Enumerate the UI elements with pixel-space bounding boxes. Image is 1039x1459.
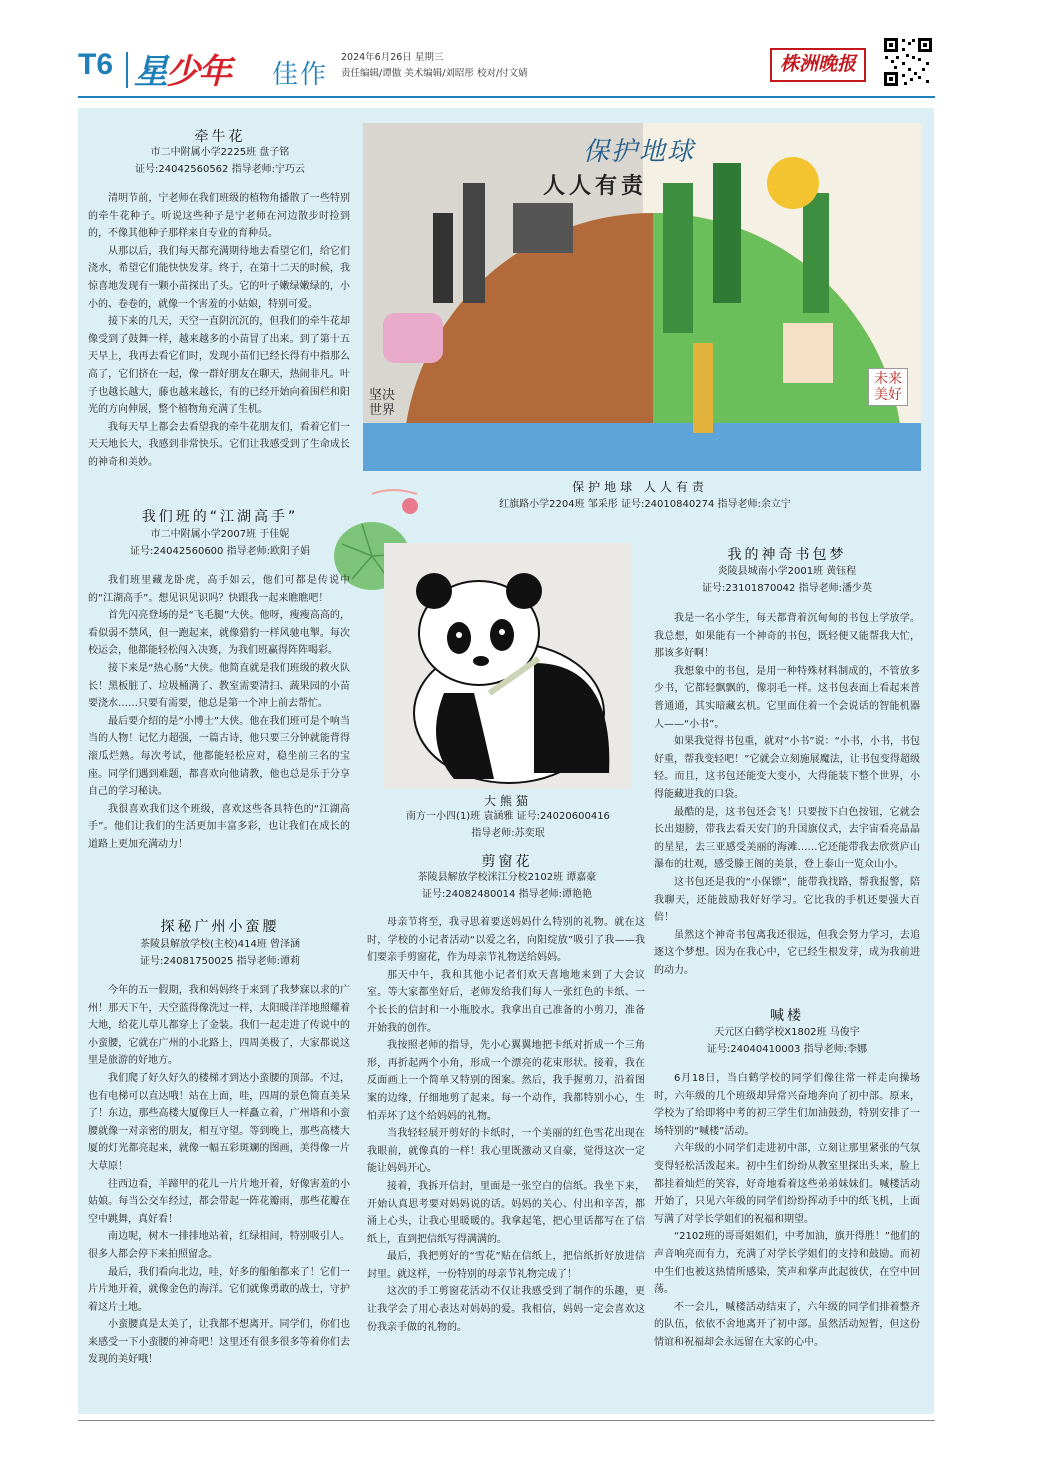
article-meta: 茶陵县解放学校(主校)414班 曾泽涵 证号:24081750025 指导老师:谭莉 <box>139 939 301 967</box>
article-meta: 市二中附属小学2007班 于佳妮 证号:24042560600 指导老师:欧阳子娟 <box>130 529 310 557</box>
issue-date: 2024年6月26日 星期三 <box>341 52 444 63</box>
section-name: 佳作 <box>272 60 329 90</box>
art-sign-right: 未来美好 <box>868 368 908 406</box>
article-body: 母亲节将至，我寻思着要送妈妈什么特别的礼物。就在这时，学校的小记者活动“以爱之名，向阳绽放”吸引了我——我们要亲手剪窗花，作为母亲节礼物送给妈妈。 那天中午，我和其他小记者们欢天喜地地来到了大会议室。等大家都坐好后，老师发给我们每人一张红色的卡纸、一个长长的信封和一小瓶胶水。我拿出自己准备的小剪刀，准备开始我的创作。 我按照老师的指导，先小心翼翼地把卡纸对折成一个三角形，再折起两个小角，形成一个漂亮的花束形状。接着，我在反面画上一个简单又特别的图案。然后，我手握剪刀，沿着图案的边缘，仔细地剪了起来。每一个动作，我都特别小心，生怕弄坏了这个给妈妈的礼物。 当我轻轻展开剪好的卡纸时，一个美丽的红色雪花出现在我眼前，就像真的一样！我心里既激动又自豪，觉得这次一定能让妈妈开心。 接着，我拆开信封，里面是一张空白的信纸。我坐下来，开始认真思考要对妈妈说的话。妈妈的关心、付出和辛苦，都涌上心头，让我心里暖暖的。我拿起笔，把心里话都写在了信纸上，直到把信纸写得满满的。 最后，我把剪好的“雪花”贴在信纸上，把信纸折好放进信封里。就这样，一份特别的母亲节礼物完成了！ 这次的手工剪窗花活动不仅让我感受到了制作的乐趣，更让我学会了用心表达对妈妈的爱。我相信，妈妈一定会喜欢这份我亲手做的礼物的。 <box>367 917 645 1333</box>
article-title: 我的神奇书包梦 <box>727 547 847 563</box>
header-divider <box>126 52 128 88</box>
art-title: 保护地球 <box>583 137 696 167</box>
panda-drawing <box>384 543 632 789</box>
art-subtitle: 人人有责 <box>543 173 648 199</box>
article-body: 6月18日，当白鹤学校的同学们像往常一样走向操场时，六年级的几个班级却异常兴奋地奔向了初中部。原来，学校为了给即将中考的初三学生们加油鼓劲，特别安排了一场特别的“喊楼”活动。 六年级的小同学们走进初中部，立刻让那里紧张的气氛变得轻松活泼起来。初中生们纷纷从教室里探出头来，脸上都挂着灿烂的笑容，好奇地看着这些弟弟妹妹们。喊楼活动开始了，只见六年级的同学们纷纷挥动手中的纸飞机，上面写满了对学长学姐们的祝福和期望。 “2102班的哥哥姐姐们，中考加油，旗开得胜！”他们的声音响亮而有力，充满了对学长学姐们的支持和鼓励。而初中生们也被这热情所感染，笑声和掌声此起彼伏，在空中回荡。 不一会儿，喊楼活动结束了，六年级的同学们排着整齐的队伍，依依不舍地离开了初中部。虽然活动短暂，但这份情谊和祝福却会永远留在大家的心中。 <box>654 1073 920 1348</box>
earth-credit: 红旗路小学2204班 邹采彤 证号:24010840274 指导老师:余立宁 <box>499 499 791 510</box>
article-meta: 炎陵县城南小学2001班 黄钰程 证号:23101870042 指导老师:潘少英 <box>702 566 872 594</box>
newspaper-logo: 株洲晚报 <box>770 48 866 82</box>
article-body: 我是一名小学生，每天都背着沉甸甸的书包上学放学。我总想，如果能有一个神奇的书包，既轻便又能帮我大忙，那该多好啊！ 我想象中的书包，是用一种特殊材料制成的，不管放多少书，它都轻飘飘的，像羽毛一样。这书包表面上看起来普普通通，其实暗藏玄机。它里面住着一个会说话的智能机器人——“小书”。 如果我觉得书包重，就对“小书”说：“小书，小书，书包好重，帮我变轻吧！”它就会立刻施展魔法，让书包变得超级轻。而且，这书包还能变大变小，大得能装下整个世界，小得能藏进我的口袋。 最酷的是，这书包还会飞！只要按下白色按钮，它就会长出翅膀，带我去看天安门的升国旗仪式，去宇宙看亮晶晶的星星，去三亚感受美丽的海滩……它还能带我去欣赏庐山瀑布的壮观，感受滕王阁的美景，登上泰山一览众山小。 这书包还是我的“小保镖”，能带我找路，帮我报警，陪我聊天，还能鼓励我好好学习。它比我的手机还要强大百倍！ 虽然这个神奇书包离我还很远，但我会努力学习，去追逐这个梦想。因为在我心中，它已经生根发芽，成为我前进的动力。 <box>654 613 920 976</box>
art-sign-left: 坚决世界 <box>369 388 396 418</box>
footer-rule <box>78 1420 935 1421</box>
column-logo: 星少年 <box>134 52 230 92</box>
article-meta: 茶陵县解放学校洣江分校2102班 谭嘉豪 证号:24082480014 指导老师:谭艳艳 <box>417 872 597 900</box>
article-title: 牵牛花 <box>194 129 246 145</box>
masthead <box>78 42 338 98</box>
page-number: T6 <box>78 48 114 81</box>
earth-drawing <box>363 123 921 471</box>
article-meta: 天元区白鹤学校X1802班 马俊宇 证号:24040410003 指导老师:李娜 <box>707 1027 867 1055</box>
article-title: 剪窗花 <box>481 854 533 870</box>
header-meta <box>341 50 528 82</box>
header-rule <box>78 96 935 98</box>
article-title: 探秘广州小蛮腰 <box>160 919 280 935</box>
qr-code-icon <box>882 36 934 88</box>
editors-line: 责任编辑/谭傲 美术编辑/刘昭彤 校对/付文婧 <box>341 68 528 79</box>
article-title: 喊楼 <box>770 1008 804 1024</box>
panda-caption: 大熊猫 <box>483 794 532 808</box>
article-title: 我们班的“江湖高手” <box>141 509 299 525</box>
article-body: 今年的五一假期，我和妈妈终于来到了我梦寐以求的广州！那天下午，天空蓝得像洗过一样，太阳暖洋洋地照耀着大地，给花儿草儿都穿上了金装。我们一起走进了传说中的小蛮腰，它就在广州的小北路上，四周美极了，大家都说这里是旅游的好地方。 我们爬了好久好久的楼梯才到达小蛮腰的顶部。不过，也有电梯可以直达哦！站在上面，哇，四周的景色简直美呆了！东边，那些高楼大厦像巨人一样矗立着，广州塔和小蛮腰就像一对亲密的朋友，相互守望。等到晚上，那些高楼大厦的灯光都亮起来，就像一幅五彩斑斓的图画，美得像一片大草原！ 往西边看，羊蹄甲的花儿一片片地开着，好像害羞的小姑娘。每当公交车经过，都会带起一阵花瓣雨，那些花瓣在空中跳舞，真好看！ 南边呢，树木一排排地站着，红绿相间，特别吸引人。很多人都会停下来拍照留念。 最后，我们看向北边，哇，好多的船舶都来了！它们一片片地开着，就像金色的海洋。它们就像勇敢的战士，守护着这片土地。 小蛮腰真是太美了，让我都不想离开。同学们，你们也来感受一下小蛮腰的神奇吧！这里还有很多很多等着你们去发现的美好哦！ <box>88 985 350 1366</box>
panda-credit: 南方一小四(1)班 袁涵雅 证号:24020600416 指导老师:苏奕珉 <box>406 811 610 839</box>
panda-illustration <box>384 543 632 789</box>
earth-caption: 保护地球 人人有责 <box>572 480 708 494</box>
article-body: 我们班里藏龙卧虎，高手如云，他们可都是传说中的“江湖高手”。想见识见识吗？快跟我一起来瞧瞧吧！ 首先闪亮登场的是“飞毛腿”大侠。他呀，瘦瘦高高的，看似弱不禁风，但一跑起来，就像猎豹一样风驰电掣。每次校运会，他都能轻松闯入决赛，为我们班赢得阵阵喝彩。 接下来是“热心肠”大侠。他简直就是我们班级的救火队长！黑板脏了、垃圾桶满了、教室需要清扫、蔬果园的小苗要浇水……只要有需要，他总是第一个冲上前去帮忙。 最后要介绍的是“小博士”大侠。他在我们班可是个响当当的人物！记忆力超强，一篇古诗，他只要三分钟就能背得滚瓜烂熟。每次考试，他都能轻松应对，稳坐前三名的宝座。同学们遇到难题，都喜欢向他请教，他也总是乐于分享自己的学习秘诀。 我很喜欢我们这个班级，喜欢这些各具特色的“江湖高手”。他们让我们的生活更加丰富多彩，也让我们在成长的道路上更加充满动力！ <box>88 575 350 850</box>
article-body: 清明节前，宁老师在我们班级的植物角播散了一些特别的牵牛花种子。听说这些种子是宁老师在河边散步时捡到的，不像其他种子那样来自专业的育种员。 从那以后，我们每天都充满期待地去看望它们，给它们浇水，希望它们能快快发芽。终于，在第十二天的时候，我惊喜地发现有一颗小苗探出了头。它的叶子嫩绿嫩绿的，小小的、卷卷的，就像一个害羞的小姑娘，特别可爱。 接下来的几天，天空一直阴沉沉的，但我们的牵牛花却像受到了鼓舞一样，越来越多的小苗冒了出来。到了第十五天早上，我再去看它们时，发现小苗们已经长得有中指那么高了，它们挤在一起，像一群好朋友在聊天，热闹非凡。叶子也越长越大，藤也越来越长，有的已经开始向着围栏和阳光的方向伸展，整个植物角充满了生机。 我每天早上都会去看望我的牵牛花朋友们，看着它们一天天地长大，我感到非常快乐。它们让我感受到了生命成长的神奇和美妙。 <box>88 193 350 468</box>
article-meta: 市二中附属小学2225班 盘子铭 证号:24042560562 指导老师:宁巧云 <box>135 147 305 175</box>
